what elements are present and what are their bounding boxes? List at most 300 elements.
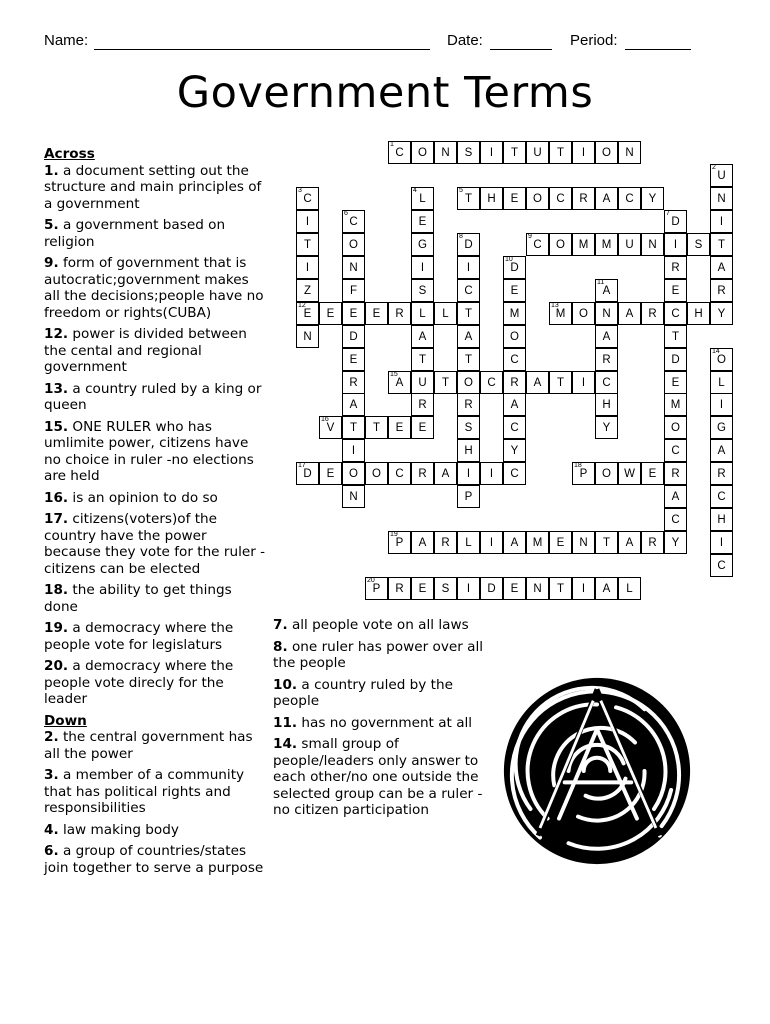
grid-cell[interactable] bbox=[319, 416, 342, 439]
grid-cell[interactable] bbox=[710, 210, 733, 233]
cell-letter: C bbox=[510, 353, 519, 366]
grid-cell[interactable] bbox=[296, 233, 319, 256]
grid-cell[interactable] bbox=[411, 577, 434, 600]
cell-letter: C bbox=[717, 560, 726, 573]
cell-letter: M bbox=[555, 307, 566, 320]
cell-letter: U bbox=[533, 147, 542, 159]
cell-letter: A bbox=[441, 468, 450, 481]
grid-cell[interactable] bbox=[710, 348, 733, 371]
cell-letter: C bbox=[395, 468, 404, 481]
grid-cell[interactable] bbox=[503, 393, 526, 416]
grid-cell[interactable] bbox=[503, 348, 526, 371]
cell-letter: H bbox=[694, 307, 703, 320]
cell-letter: E bbox=[671, 284, 680, 297]
cell-letter: A bbox=[510, 537, 519, 550]
grid-cell[interactable] bbox=[388, 371, 411, 394]
name-label: Name: bbox=[44, 32, 89, 49]
grid-cell[interactable] bbox=[388, 462, 411, 485]
grid-cell[interactable] bbox=[595, 302, 618, 325]
clue-number: 9. bbox=[44, 255, 59, 271]
grid-cell[interactable] bbox=[411, 141, 434, 164]
grid-cell[interactable] bbox=[549, 531, 572, 554]
cell-letter: Y bbox=[671, 537, 680, 550]
grid-cell[interactable] bbox=[710, 554, 733, 577]
clue-number: 11. bbox=[273, 714, 298, 731]
cell-letter: A bbox=[602, 583, 611, 596]
grid-cell[interactable] bbox=[296, 187, 319, 210]
grid-cell[interactable] bbox=[641, 187, 664, 210]
clue-number: 15. bbox=[44, 418, 69, 435]
clue-item bbox=[44, 419, 266, 485]
grid-cell[interactable] bbox=[411, 210, 434, 233]
cell-letter: L bbox=[419, 307, 426, 320]
cell-letter: W bbox=[624, 468, 635, 481]
cell-letter: R bbox=[418, 468, 427, 481]
grid-cell[interactable] bbox=[664, 348, 687, 371]
grid-cell[interactable] bbox=[388, 531, 411, 554]
grid-cell[interactable] bbox=[457, 462, 480, 485]
grid-cell[interactable] bbox=[503, 279, 526, 302]
grid-cell[interactable] bbox=[342, 256, 365, 279]
grid-cell[interactable] bbox=[618, 302, 641, 325]
clue-text: a country ruled by a king or queen bbox=[44, 380, 262, 413]
grid-cell[interactable] bbox=[503, 577, 526, 600]
grid-cell[interactable] bbox=[710, 371, 733, 394]
cell-letter: S bbox=[694, 238, 703, 251]
period-field[interactable] bbox=[625, 49, 691, 50]
grid-cell[interactable] bbox=[411, 348, 434, 371]
grid-cell[interactable] bbox=[365, 462, 388, 485]
grid-cell[interactable] bbox=[572, 302, 595, 325]
grid-cell[interactable] bbox=[480, 577, 503, 600]
grid-cell[interactable] bbox=[457, 577, 480, 600]
clue-number: 6. bbox=[44, 843, 59, 859]
clue-number: 18. bbox=[44, 582, 69, 598]
grid-cell[interactable] bbox=[296, 279, 319, 302]
grid-cell[interactable] bbox=[595, 279, 618, 302]
grid-cell[interactable] bbox=[319, 462, 342, 485]
cell-letter: O bbox=[671, 422, 680, 435]
cell-letter: A bbox=[418, 537, 427, 550]
grid-cell[interactable] bbox=[710, 233, 733, 256]
grid-cell[interactable] bbox=[296, 302, 319, 325]
grid-cell[interactable] bbox=[664, 233, 687, 256]
grid-cell[interactable] bbox=[664, 439, 687, 462]
cell-letter: T bbox=[717, 238, 726, 251]
grid-cell[interactable] bbox=[572, 141, 595, 164]
cell-number: 6 bbox=[344, 209, 348, 217]
grid-cell[interactable] bbox=[618, 531, 641, 554]
cell-letter: L bbox=[442, 307, 449, 320]
cell-letter: Y bbox=[602, 422, 611, 435]
cell-letter: N bbox=[303, 330, 312, 343]
cell-letter: R bbox=[579, 192, 588, 205]
grid-cell[interactable] bbox=[388, 302, 411, 325]
cell-letter: D bbox=[510, 261, 519, 274]
grid-cell[interactable] bbox=[365, 416, 388, 439]
cell-number: 5 bbox=[459, 186, 463, 194]
cell-letter: I bbox=[581, 376, 586, 389]
grid-cell[interactable] bbox=[342, 439, 365, 462]
grid-cell[interactable] bbox=[388, 577, 411, 600]
grid-cell[interactable] bbox=[572, 187, 595, 210]
grid-cell[interactable] bbox=[457, 531, 480, 554]
grid-cell[interactable] bbox=[664, 531, 687, 554]
grid-cell[interactable] bbox=[296, 325, 319, 348]
grid-cell[interactable] bbox=[549, 302, 572, 325]
grid-cell[interactable] bbox=[710, 508, 733, 531]
grid-cell[interactable] bbox=[595, 393, 618, 416]
grid-cell[interactable] bbox=[710, 302, 733, 325]
grid-cell[interactable] bbox=[595, 531, 618, 554]
grid-cell[interactable] bbox=[434, 462, 457, 485]
grid-cell[interactable] bbox=[549, 187, 572, 210]
grid-cell[interactable] bbox=[526, 233, 549, 256]
cell-letter: G bbox=[717, 422, 726, 435]
grid-cell[interactable] bbox=[434, 141, 457, 164]
grid-cell[interactable] bbox=[664, 210, 687, 233]
grid-cell[interactable] bbox=[480, 371, 503, 394]
grid-cell[interactable] bbox=[480, 531, 503, 554]
grid-cell[interactable] bbox=[342, 279, 365, 302]
grid-cell[interactable] bbox=[342, 233, 365, 256]
grid-cell[interactable] bbox=[618, 233, 641, 256]
grid-cell[interactable] bbox=[664, 462, 687, 485]
grid-cell[interactable] bbox=[296, 210, 319, 233]
grid-cell[interactable] bbox=[457, 416, 480, 439]
grid-cell[interactable] bbox=[296, 256, 319, 279]
grid-cell[interactable] bbox=[503, 325, 526, 348]
grid-cell[interactable] bbox=[342, 485, 365, 508]
down-heading: Down bbox=[44, 712, 87, 729]
grid-cell[interactable] bbox=[664, 302, 687, 325]
clue-text: small group of people/leaders only answer to each other/no one outside the selected group can be a ruler -no citizen participation bbox=[273, 736, 483, 818]
cell-letter: O bbox=[579, 307, 588, 320]
cell-letter: E bbox=[671, 376, 680, 389]
clue-number: 5. bbox=[44, 217, 59, 233]
grid-cell[interactable] bbox=[434, 371, 457, 394]
grid-cell[interactable] bbox=[457, 439, 480, 462]
cell-letter: O bbox=[349, 238, 358, 251]
cell-letter: C bbox=[717, 491, 726, 504]
grid-cell[interactable] bbox=[664, 279, 687, 302]
grid-cell[interactable] bbox=[641, 233, 664, 256]
date-label: Date: bbox=[447, 32, 483, 49]
cell-letter: T bbox=[303, 238, 312, 251]
grid-cell[interactable] bbox=[411, 371, 434, 394]
cell-letter: N bbox=[349, 261, 358, 274]
grid-cell[interactable] bbox=[595, 233, 618, 256]
cell-number: 17 bbox=[298, 462, 306, 470]
clue-text: the ability to get things done bbox=[44, 582, 232, 615]
grid-cell[interactable] bbox=[457, 256, 480, 279]
clue-number: 16. bbox=[44, 489, 69, 506]
cell-number: 15 bbox=[390, 370, 398, 378]
clue-item bbox=[273, 736, 498, 819]
grid-cell[interactable] bbox=[710, 439, 733, 462]
cell-letter: Y bbox=[648, 192, 657, 205]
grid-cell[interactable] bbox=[664, 371, 687, 394]
grid-cell[interactable] bbox=[549, 233, 572, 256]
cell-letter: A bbox=[717, 261, 726, 274]
grid-cell[interactable] bbox=[342, 416, 365, 439]
grid-cell[interactable] bbox=[710, 256, 733, 279]
grid-cell[interactable] bbox=[710, 393, 733, 416]
clue-number: 14. bbox=[273, 736, 298, 752]
clue-number: 4. bbox=[44, 821, 59, 838]
grid-cell[interactable] bbox=[342, 462, 365, 485]
grid-cell[interactable] bbox=[457, 279, 480, 302]
grid-cell[interactable] bbox=[595, 325, 618, 348]
grid-cell[interactable] bbox=[411, 256, 434, 279]
cell-letter: M bbox=[532, 537, 543, 550]
grid-cell[interactable] bbox=[342, 302, 365, 325]
grid-cell[interactable] bbox=[687, 302, 710, 325]
cell-letter: I bbox=[466, 468, 471, 481]
grid-cell[interactable] bbox=[710, 416, 733, 439]
cell-letter: V bbox=[326, 422, 335, 435]
grid-cell[interactable] bbox=[526, 577, 549, 600]
cell-letter: C bbox=[671, 514, 680, 527]
grid-cell[interactable] bbox=[342, 393, 365, 416]
grid-cell[interactable] bbox=[411, 531, 434, 554]
grid-cell[interactable] bbox=[411, 279, 434, 302]
grid-cell[interactable] bbox=[595, 371, 618, 394]
cell-letter: H bbox=[602, 399, 611, 412]
cell-number: 8 bbox=[459, 232, 463, 240]
cell-letter: E bbox=[510, 192, 519, 205]
cell-letter: I bbox=[466, 261, 471, 274]
clue-column-left bbox=[44, 146, 266, 881]
cell-letter: P bbox=[395, 537, 404, 550]
grid-cell[interactable] bbox=[503, 439, 526, 462]
grid-cell[interactable] bbox=[526, 187, 549, 210]
cell-letter: R bbox=[648, 307, 657, 320]
grid-cell[interactable] bbox=[664, 485, 687, 508]
grid-cell[interactable] bbox=[457, 348, 480, 371]
grid-cell[interactable] bbox=[457, 325, 480, 348]
grid-cell[interactable] bbox=[388, 416, 411, 439]
grid-cell[interactable] bbox=[618, 187, 641, 210]
cell-letter: R bbox=[464, 399, 473, 412]
circular-maze-icon bbox=[502, 676, 692, 866]
clue-item bbox=[44, 217, 266, 250]
grid-cell[interactable] bbox=[595, 141, 618, 164]
grid-cell[interactable] bbox=[572, 531, 595, 554]
grid-cell[interactable] bbox=[503, 462, 526, 485]
cell-letter: O bbox=[602, 468, 611, 481]
cell-letter: S bbox=[441, 583, 450, 596]
grid-cell[interactable] bbox=[618, 141, 641, 164]
grid-cell[interactable] bbox=[342, 210, 365, 233]
grid-cell[interactable] bbox=[549, 141, 572, 164]
grid-cell[interactable] bbox=[411, 325, 434, 348]
grid-cell[interactable] bbox=[457, 141, 480, 164]
grid-cell[interactable] bbox=[434, 531, 457, 554]
grid-cell[interactable] bbox=[664, 416, 687, 439]
grid-cell[interactable] bbox=[411, 416, 434, 439]
cell-letter: N bbox=[579, 537, 588, 550]
grid-cell[interactable] bbox=[457, 302, 480, 325]
grid-cell[interactable] bbox=[365, 302, 388, 325]
grid-cell[interactable] bbox=[411, 393, 434, 416]
clue-item bbox=[44, 163, 266, 213]
cell-letter: R bbox=[717, 468, 726, 481]
grid-cell[interactable] bbox=[710, 164, 733, 187]
clue-text: is an opinion to do so bbox=[68, 489, 218, 506]
grid-cell[interactable] bbox=[411, 462, 434, 485]
grid-cell[interactable] bbox=[480, 141, 503, 164]
grid-cell[interactable] bbox=[411, 187, 434, 210]
grid-cell[interactable] bbox=[319, 302, 342, 325]
grid-cell[interactable] bbox=[595, 187, 618, 210]
cell-letter: I bbox=[351, 445, 356, 458]
grid-cell[interactable] bbox=[710, 462, 733, 485]
cell-letter: C bbox=[487, 376, 496, 389]
grid-cell[interactable] bbox=[457, 485, 480, 508]
cell-letter: D bbox=[487, 583, 496, 596]
cell-letter: C bbox=[349, 215, 358, 228]
cell-number: 7 bbox=[666, 209, 670, 217]
grid-cell[interactable] bbox=[411, 302, 434, 325]
cell-letter: E bbox=[372, 307, 381, 320]
cell-letter: T bbox=[602, 537, 611, 550]
grid-cell[interactable] bbox=[457, 187, 480, 210]
cell-letter: R bbox=[648, 537, 657, 550]
cell-letter: N bbox=[533, 583, 542, 596]
cell-letter: T bbox=[349, 422, 358, 435]
cell-letter: U bbox=[418, 376, 427, 389]
grid-cell[interactable] bbox=[664, 393, 687, 416]
grid-cell[interactable] bbox=[503, 531, 526, 554]
cell-letter: I bbox=[466, 583, 471, 596]
grid-cell[interactable] bbox=[710, 531, 733, 554]
grid-cell[interactable] bbox=[411, 233, 434, 256]
grid-cell[interactable] bbox=[572, 462, 595, 485]
grid-cell[interactable] bbox=[664, 325, 687, 348]
cell-letter: O bbox=[717, 353, 726, 366]
cell-letter: S bbox=[464, 147, 473, 159]
grid-cell[interactable] bbox=[687, 233, 710, 256]
grid-cell[interactable] bbox=[503, 187, 526, 210]
cell-letter: N bbox=[602, 307, 611, 320]
grid-cell[interactable] bbox=[365, 577, 388, 600]
grid-cell[interactable] bbox=[526, 531, 549, 554]
cell-letter: A bbox=[464, 330, 473, 343]
grid-cell[interactable] bbox=[664, 508, 687, 531]
clue-number: 10. bbox=[273, 676, 298, 693]
grid-cell[interactable] bbox=[526, 371, 549, 394]
grid-cell[interactable] bbox=[296, 462, 319, 485]
grid-cell[interactable] bbox=[480, 462, 503, 485]
grid-cell[interactable] bbox=[457, 393, 480, 416]
grid-cell[interactable] bbox=[572, 233, 595, 256]
cell-letter: I bbox=[581, 147, 586, 159]
cell-letter: R bbox=[510, 376, 519, 389]
clue-text: the central government has all the power bbox=[44, 729, 253, 762]
grid-cell[interactable] bbox=[342, 371, 365, 394]
clue-item bbox=[44, 490, 266, 507]
grid-cell[interactable] bbox=[710, 187, 733, 210]
grid-cell[interactable] bbox=[549, 577, 572, 600]
grid-cell[interactable] bbox=[503, 256, 526, 279]
grid-cell[interactable] bbox=[457, 233, 480, 256]
clue-number: 2. bbox=[44, 729, 59, 745]
grid-cell[interactable] bbox=[572, 371, 595, 394]
cell-number: 2 bbox=[712, 163, 716, 171]
grid-cell[interactable] bbox=[710, 485, 733, 508]
grid-cell[interactable] bbox=[710, 279, 733, 302]
grid-cell[interactable] bbox=[641, 302, 664, 325]
grid-cell[interactable] bbox=[388, 141, 411, 164]
grid-cell[interactable] bbox=[503, 302, 526, 325]
cell-letter: I bbox=[489, 537, 494, 550]
cell-letter: T bbox=[464, 192, 473, 205]
grid-cell[interactable] bbox=[480, 187, 503, 210]
grid-cell[interactable] bbox=[664, 256, 687, 279]
cell-letter: E bbox=[349, 353, 358, 366]
grid-cell[interactable] bbox=[457, 371, 480, 394]
cell-letter: R bbox=[671, 468, 680, 481]
grid-cell[interactable] bbox=[618, 462, 641, 485]
grid-cell[interactable] bbox=[641, 462, 664, 485]
cell-letter: O bbox=[418, 147, 427, 159]
cell-letter: A bbox=[349, 399, 358, 412]
grid-cell[interactable] bbox=[434, 577, 457, 600]
cell-letter: C bbox=[464, 284, 473, 297]
grid-cell[interactable] bbox=[618, 577, 641, 600]
cell-letter: E bbox=[303, 307, 312, 320]
grid-cell[interactable] bbox=[641, 531, 664, 554]
cell-number: 12 bbox=[298, 301, 306, 309]
grid-cell[interactable] bbox=[572, 577, 595, 600]
name-field[interactable] bbox=[94, 49, 430, 50]
cell-letter: S bbox=[464, 422, 473, 435]
grid-cell[interactable] bbox=[503, 371, 526, 394]
cell-letter: D bbox=[303, 468, 312, 481]
cell-letter: I bbox=[719, 537, 724, 550]
cell-letter: E bbox=[556, 537, 565, 550]
across-clue-list bbox=[44, 163, 266, 708]
clue-text: form of government that is autocratic;government makes all the decisions;people have no freedom or rights(CUBA) bbox=[44, 255, 264, 321]
cell-letter: G bbox=[418, 238, 427, 251]
cell-letter: R bbox=[395, 583, 404, 596]
date-field[interactable] bbox=[490, 49, 552, 50]
grid-cell[interactable] bbox=[342, 325, 365, 348]
grid-cell[interactable] bbox=[595, 577, 618, 600]
clue-text: a member of a community that has political rights and responsibilities bbox=[44, 767, 245, 816]
cell-letter: C bbox=[510, 468, 519, 481]
grid-cell[interactable] bbox=[434, 302, 457, 325]
grid-cell[interactable] bbox=[342, 348, 365, 371]
cell-letter: Y bbox=[717, 307, 726, 320]
grid-cell[interactable] bbox=[595, 348, 618, 371]
cell-letter: A bbox=[510, 399, 519, 412]
grid-cell[interactable] bbox=[549, 371, 572, 394]
cell-letter: E bbox=[418, 422, 427, 435]
grid-cell[interactable] bbox=[595, 416, 618, 439]
cell-letter: A bbox=[602, 192, 611, 205]
cell-letter: M bbox=[670, 399, 681, 412]
clue-number: 7. bbox=[273, 617, 288, 633]
clue-item bbox=[273, 639, 498, 672]
grid-cell[interactable] bbox=[503, 416, 526, 439]
grid-cell[interactable] bbox=[595, 462, 618, 485]
grid-cell[interactable] bbox=[526, 141, 549, 164]
cell-letter: D bbox=[464, 238, 473, 251]
grid-cell[interactable] bbox=[503, 141, 526, 164]
cell-letter: S bbox=[418, 284, 427, 297]
